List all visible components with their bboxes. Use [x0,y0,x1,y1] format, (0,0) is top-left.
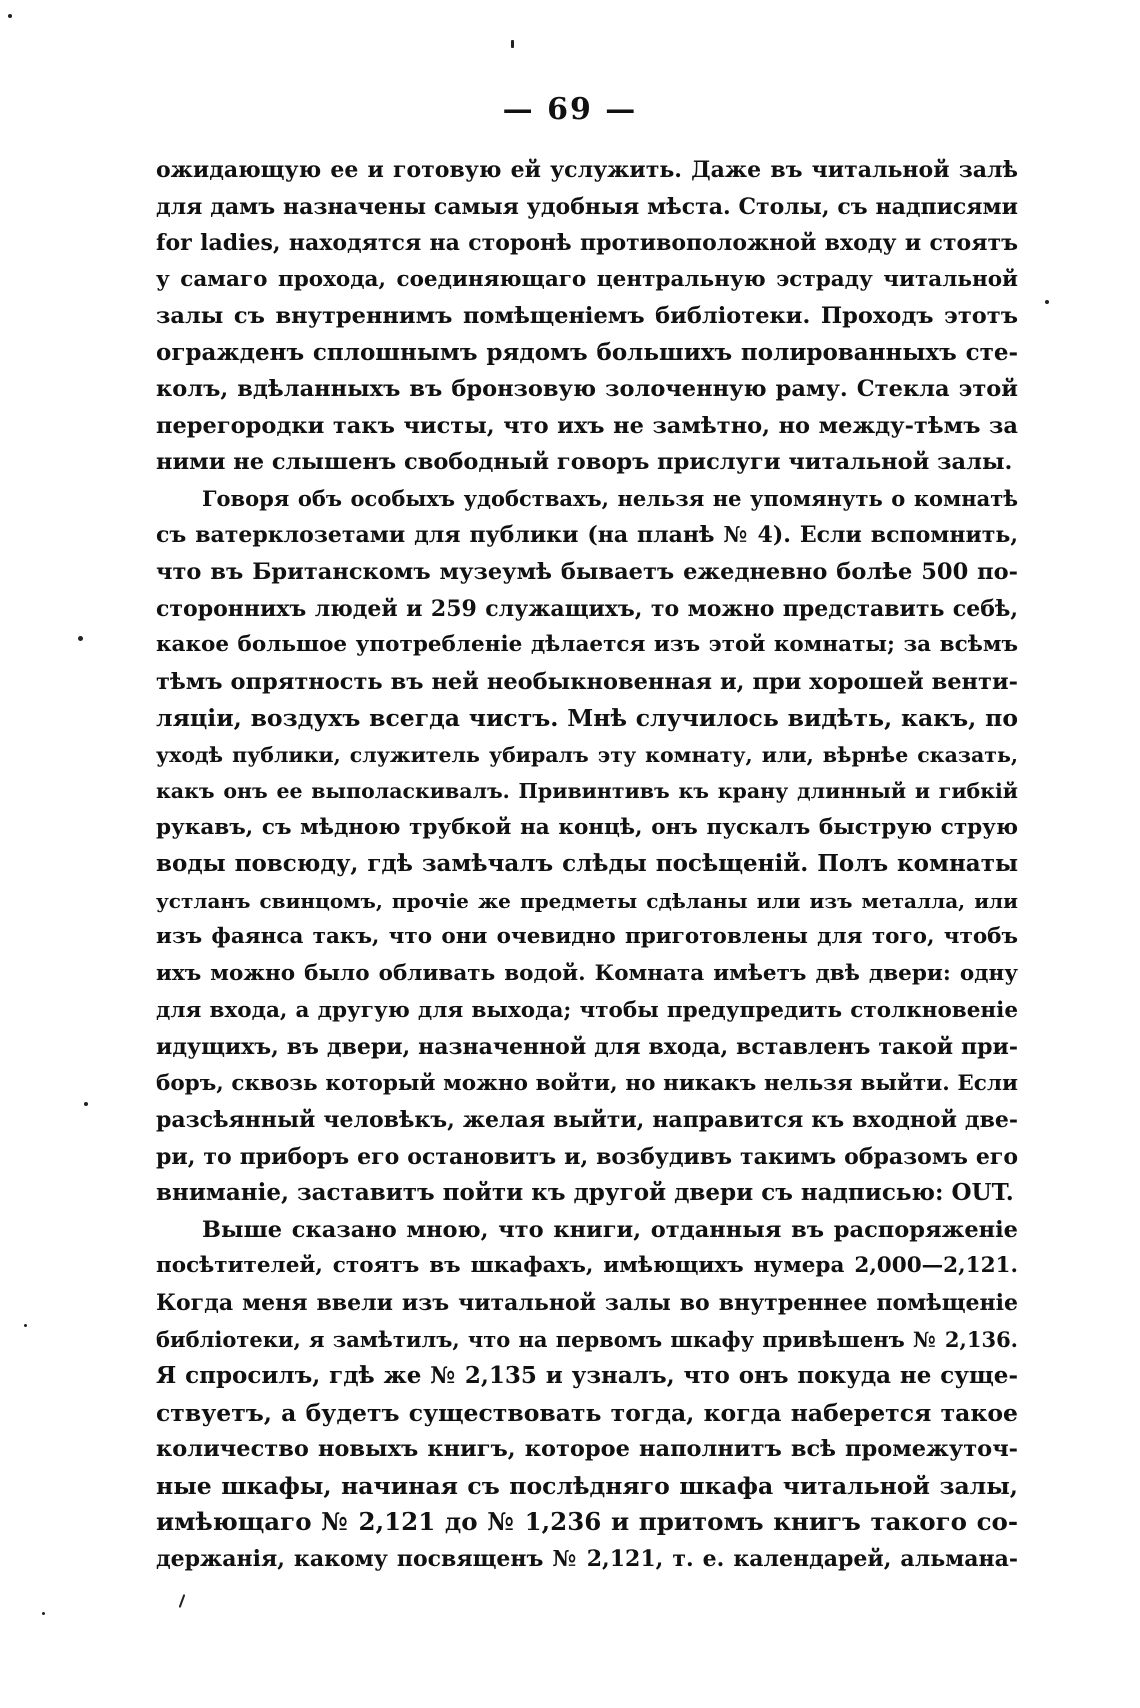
text-line: посѣтителей, стоятъ въ шкафахъ, имѣющихъ нумера 2,000—2,121. [156,1253,1018,1279]
text-line: какое большое употребленіе дѣлается изъ этой комнаты; за всѣмъ [156,632,1018,658]
text-line: ри, то приборъ его остановитъ и, возбудивъ такимъ образомъ его [156,1143,1018,1170]
text-line: для входа, а другую для выхода; чтобы предупредить столкновеніе [156,997,1018,1023]
text-line: уходѣ публики, служитель убиралъ эту комнату, или, вѣрнѣе сказать, [156,742,1018,767]
text-line: библіотеки, я замѣтилъ, что на первомъ шкафу привѣшенъ № 2,136. [156,1326,1018,1352]
text-line: тѣмъ опрятность въ ней необыкновенная и, при хорошей венти- [156,668,1018,695]
text-line: стороннихъ людей и 259 служащихъ, то можно представить себѣ, [156,595,1018,622]
scan-speck [1045,300,1049,304]
text-line: залы съ внутреннимъ помѣщеніемъ библіотеки. Проходъ этотъ [156,303,1018,330]
text-line: боръ, сквозь который можно войти, но никакъ нельзя выйти. Если [156,1070,1018,1096]
scan-speck [179,1594,186,1608]
scan-speck [511,40,514,48]
body-text [156,152,1018,1577]
page-number: — 69 — [502,92,638,127]
text-line: Когда меня ввели изъ читальной залы во внутреннее помѣщеніе [156,1289,1018,1316]
text-line: Говоря объ особыхъ удобствахъ, нельзя не упомянуть о комнатѣ [202,485,1018,511]
text-line: воды повсюду, гдѣ замѣчалъ слѣды посѣщеній. Полъ комнаты [156,850,1018,878]
text-line: ожидающую ее и готовую ей услужить. Даже въ читальной залѣ [156,157,1018,183]
text-line: Выше сказано мною, что книги, отданныя въ распоряженіе [202,1216,1018,1243]
text-line: устланъ свинцомъ, прочіе же предметы сдѣланы или изъ металла, или [156,888,1018,913]
text-line: рукавъ, съ мѣдною трубкой на концѣ, онъ пускалъ быструю струю [156,814,1018,840]
text-line: ствуетъ, а будетъ существовать тогда, когда наберется такое [156,1398,1018,1427]
text-line: ихъ можно было обливать водой. Комната имѣетъ двѣ двери: одну [156,961,1018,987]
text-line: Я спросилъ, гдѣ же № 2,135 и узналъ, что онъ покуда не суще- [156,1362,1018,1390]
text-line: у самаго прохода, соединяющаго центральную эстраду читальной [156,266,1018,292]
text-line: что въ Британскомъ музеумѣ бываетъ ежедневно болѣе 500 по- [156,559,1018,586]
text-line: ные шкафы, начиная съ послѣдняго шкафа читальной залы, [156,1471,1018,1500]
text-line: количество новыхъ книгъ, которое наполнитъ всѣ промежуточ- [156,1436,1018,1463]
text-line: ляціи, воздухъ всегда чистъ. Мнѣ случилось видѣть, какъ, по [156,704,1018,733]
text-line: съ ватерклозетами для публики (на планѣ № 4). Если вспомнить, [156,522,1018,549]
scan-speck [84,1102,88,1106]
text-line: вниманіе, заставитъ пойти къ другой двери съ надписью: OUT. [156,1179,1014,1207]
text-line: колъ, вдѣланныхъ въ бронзовую золоченную раму. Стекла этой [156,376,1018,403]
text-line: держанія, какому посвященъ № 2,121, т. е. календарей, альмана- [156,1545,1018,1572]
scan-speck [24,1324,27,1327]
text-line: ними не слышенъ свободный говоръ прислуги читальной залы. [156,449,1013,476]
text-line: перегородки такъ чисты, что ихъ не замѣтно, но между-тѣмъ за [156,412,1018,439]
text-line: for ladies, находятся на сторонѣ противоположной входу и стоятъ [156,230,1018,257]
text-line: идущихъ, въ двери, назначенной для входа, вставленъ такой при- [156,1034,1018,1061]
text-line: какъ онъ ее выполаскивалъ. Привинтивъ къ крану длинный и гибкій [156,779,1018,804]
text-line: изъ фаянса такъ, что они очевидно приготовлены для того, чтобъ [156,924,1018,950]
text-line: огражденъ сплошнымъ рядомъ большихъ полированныхъ сте- [156,338,1018,366]
text-line: имѣющаго № 2,121 до № 1,236 и притомъ книгъ такого со- [156,1507,1018,1537]
text-line: разсѣянный человѣкъ, желая выйти, направится къ входной две- [156,1107,1018,1134]
scan-speck [78,636,83,641]
scan-speck [8,14,12,18]
scan-speck [42,1612,45,1615]
text-line: для дамъ назначены самыя удобныя мѣста. Столы, съ надписями [156,193,1018,220]
